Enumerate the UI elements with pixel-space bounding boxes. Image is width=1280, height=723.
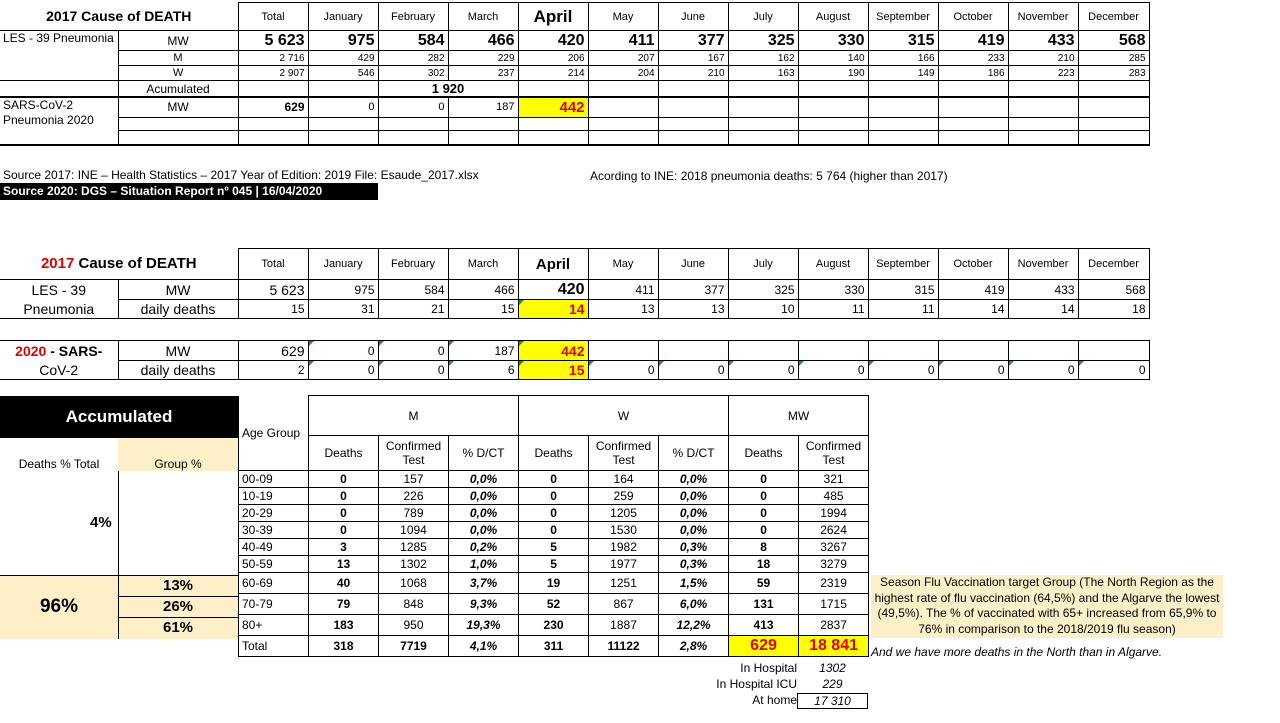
t2-cell: 433: [1008, 280, 1078, 300]
t2-mw-label: MW: [118, 280, 238, 300]
t2-cell: 11: [868, 300, 938, 319]
age-cell-mc: 1302: [379, 556, 449, 573]
t2-cell: 18: [1078, 300, 1149, 319]
hospital-icu-label: In Hospital ICU: [716, 677, 797, 691]
age-row: [239, 615, 869, 636]
t2-cell: 14: [938, 300, 1008, 319]
t1-cell: 237: [448, 66, 518, 81]
t2-month-aug: August: [798, 249, 868, 280]
mw-deaths-header: Deaths: [729, 436, 799, 471]
m-pct-header: % D/CT: [449, 436, 519, 471]
total-mw-confirmed: 18 841: [799, 636, 869, 657]
accumulated-title: Accumulated: [0, 396, 238, 438]
t1-cell: 186: [938, 66, 1008, 81]
ine-note: Acording to INE: 2018 pneumonia deaths: 5 764 (higher than 2017): [590, 169, 948, 183]
m-confirmed-header: Confirmed Test: [379, 436, 449, 471]
t3-cell: 0: [798, 361, 868, 380]
table-2017-daily: [0, 248, 1150, 319]
hospital-label: In Hospital: [740, 661, 797, 675]
t1-cell: 207: [588, 51, 658, 66]
t3-cell: 187: [448, 341, 518, 361]
age-cell-wc: 1251: [589, 573, 659, 594]
t1-cell: 283: [1078, 66, 1149, 81]
total-row-label: Total: [239, 636, 309, 657]
t1-cell: 2 907: [238, 66, 308, 81]
w-pct-header: % D/CT: [659, 436, 729, 471]
t1-cell: 302: [378, 66, 448, 81]
age-cell-md: 0: [309, 522, 379, 539]
age-cell-tc: 1994: [799, 505, 869, 522]
t3-daily-april: 15: [518, 361, 588, 380]
age-cell-md: 40: [309, 573, 379, 594]
t1-cell: 149: [868, 66, 938, 81]
t2-month-jul: July: [728, 249, 798, 280]
t3-cause-year: 2020: [15, 342, 47, 359]
age-cell-mp: 9,3%: [449, 594, 519, 615]
t1-accumulated-value: 1 920: [378, 81, 518, 98]
t3-cell: 2: [238, 361, 308, 380]
age-cell-mp: 1,0%: [449, 556, 519, 573]
age-cell-td: 59: [729, 573, 799, 594]
age-cell-wc: 1205: [589, 505, 659, 522]
age-cell-wd: 0: [519, 488, 589, 505]
age-cell-wp: 0,0%: [659, 522, 729, 539]
t3-cell: 0: [588, 361, 658, 380]
age-cell-mc: 1285: [379, 539, 449, 556]
t1-sars-cell: 0: [378, 97, 448, 117]
t3-cell: 629: [238, 341, 308, 361]
t3-cell: 0: [1008, 361, 1078, 380]
t2-cell-april: 420: [518, 280, 588, 300]
age-cell-wc: 1982: [589, 539, 659, 556]
age-cell-td: 131: [729, 594, 799, 615]
panel-divider: [118, 471, 119, 575]
age-cell-wp: 1,5%: [659, 573, 729, 594]
group-share-70-79: 26%: [162, 598, 194, 615]
t3-cell: 0: [308, 341, 378, 361]
t1-sars-cell: 0: [308, 97, 378, 117]
t3-cell: 0: [378, 341, 448, 361]
male-header: M: [309, 396, 519, 436]
age-cell-wc: 164: [589, 471, 659, 488]
age-cell-wp: 6,0%: [659, 594, 729, 615]
t1-cell: 166: [868, 51, 938, 66]
age-cell-age: 00-09: [239, 471, 309, 488]
at-home-value: 17 310: [797, 693, 868, 709]
t2-month-jun: June: [658, 249, 728, 280]
age-cell-wd: 0: [519, 505, 589, 522]
age-cell-tc: 1715: [799, 594, 869, 615]
t2-cell: 10: [728, 300, 798, 319]
age-cell-wp: 0,3%: [659, 539, 729, 556]
age-row: [239, 488, 869, 505]
age-cell-age: 80+: [239, 615, 309, 636]
t2-cell: 466: [448, 280, 518, 300]
age-row: [239, 594, 869, 615]
age-cell-md: 183: [309, 615, 379, 636]
age-cell-mp: 0,0%: [449, 505, 519, 522]
female-header: W: [519, 396, 729, 436]
m-deaths-header: Deaths: [309, 436, 379, 471]
age-cell-td: 18: [729, 556, 799, 573]
age-cell-mc: 1068: [379, 573, 449, 594]
t3-cause-a: [0, 341, 118, 361]
age-cell-md: 13: [309, 556, 379, 573]
t1-sars-april: 442: [518, 97, 588, 117]
t3-cell: [868, 341, 938, 361]
age-cell-td: 413: [729, 615, 799, 636]
age-cell-wc: 1977: [589, 556, 659, 573]
age-cell-md: 0: [309, 505, 379, 522]
t1-cell: 223: [1008, 66, 1078, 81]
t1-sars-cell: 187: [448, 97, 518, 117]
age-cell-mp: 0,2%: [449, 539, 519, 556]
age-cell-tc: 321: [799, 471, 869, 488]
age-row: [239, 505, 869, 522]
t1-month-jul: July: [728, 3, 798, 31]
age-cell-tc: 2837: [799, 615, 869, 636]
t2-month-mar: March: [448, 249, 518, 280]
t1-month-feb: February: [378, 3, 448, 31]
t1-cell: 420: [518, 31, 588, 51]
age-cell-age: 50-59: [239, 556, 309, 573]
t1-month-sep: September: [868, 3, 938, 31]
t1-cell: 162: [728, 51, 798, 66]
age-cell-tc: 485: [799, 488, 869, 505]
t1-month-may: May: [588, 3, 658, 31]
age-row: [239, 556, 869, 573]
age-cell-wc: 1530: [589, 522, 659, 539]
t2-cell: 15: [448, 300, 518, 319]
t2-title-rest: Cause of DEATH: [74, 255, 197, 273]
age-cell-mc: 157: [379, 471, 449, 488]
t2-cell: 13: [658, 300, 728, 319]
at-home-row: [690, 693, 868, 709]
age-group-header: Age Group: [239, 396, 309, 471]
t2-month-sep: September: [868, 249, 938, 280]
t1-cell: 377: [658, 31, 728, 51]
age-cell-wp: 0,0%: [659, 505, 729, 522]
t3-cell: [588, 341, 658, 361]
panel-divider: [118, 617, 238, 618]
t2-cell: 315: [868, 280, 938, 300]
t1-month-nov: November: [1008, 3, 1078, 31]
t2-month-may: May: [588, 249, 658, 280]
age-cell-md: 0: [309, 471, 379, 488]
t1-cell: 5 623: [238, 31, 308, 51]
t2-daily-april: 14: [518, 300, 588, 319]
age-cell-wc: 867: [589, 594, 659, 615]
t2-title: [0, 249, 238, 280]
t3-cell: 0: [378, 361, 448, 380]
all-header: MW: [729, 396, 869, 436]
t2-cell: 411: [588, 280, 658, 300]
hospital-icu-value: 229: [822, 677, 843, 691]
t3-cause-rest: - SARS-: [46, 342, 103, 359]
t2-cell: 31: [308, 300, 378, 319]
t1-month-aug: August: [798, 3, 868, 31]
t2-month-jan: January: [308, 249, 378, 280]
age-cell-md: 0: [309, 488, 379, 505]
t1-month-oct: October: [938, 3, 1008, 31]
age-cell-mp: 0,0%: [449, 488, 519, 505]
t2-cell: 330: [798, 280, 868, 300]
age-cell-mp: 3,7%: [449, 573, 519, 594]
t1-cell: 233: [938, 51, 1008, 66]
t3-cell: 0: [938, 361, 1008, 380]
t3-cell: 6: [448, 361, 518, 380]
t1-sars-total: 629: [238, 97, 308, 117]
age-cell-age: 30-39: [239, 522, 309, 539]
total-mw-deaths: 629: [729, 636, 799, 657]
t1-month-jan: January: [308, 3, 378, 31]
t1-row-label: W: [118, 66, 238, 81]
t1-cell: 140: [798, 51, 868, 66]
t2-month-dec: December: [1078, 249, 1149, 280]
t2-cell: 14: [1008, 300, 1078, 319]
age-row: [239, 522, 869, 539]
t1-cell: 419: [938, 31, 1008, 51]
t1-cell: 204: [588, 66, 658, 81]
t1-cell: 282: [378, 51, 448, 66]
age-cell-td: 0: [729, 471, 799, 488]
age-cell-mc: 1094: [379, 522, 449, 539]
hospital-summary: [690, 661, 868, 709]
t1-cell: 325: [728, 31, 798, 51]
t1-cell: 411: [588, 31, 658, 51]
age-cell-mc: 226: [379, 488, 449, 505]
t1-cell: 584: [378, 31, 448, 51]
hospital-row: [690, 661, 868, 677]
t1-total-header: Total: [238, 3, 308, 31]
t3-cause-b: CoV-2: [0, 361, 118, 380]
age-cell-age: 10-19: [239, 488, 309, 505]
t1-month-mar: March: [448, 3, 518, 31]
total-w-pct: 2,8%: [659, 636, 729, 657]
table-2017-top: [0, 2, 1150, 146]
age-cell-wc: 1887: [589, 615, 659, 636]
age-cell-age: 20-29: [239, 505, 309, 522]
age-cell-age: 40-49: [239, 539, 309, 556]
share-under-60: 4%: [90, 514, 112, 531]
age-cell-mp: 19,3%: [449, 615, 519, 636]
t2-cell: 975: [308, 280, 378, 300]
t2-month-oct: October: [938, 249, 1008, 280]
t1-cell: 206: [518, 51, 588, 66]
t1-cell: 285: [1078, 51, 1149, 66]
t1-cell: 163: [728, 66, 798, 81]
age-cell-md: 79: [309, 594, 379, 615]
age-cell-wp: 12,2%: [659, 615, 729, 636]
t1-cell: 315: [868, 31, 938, 51]
age-cell-age: 70-79: [239, 594, 309, 615]
t1-sars-label: MW: [118, 97, 238, 117]
t2-month-apr: April: [518, 249, 588, 280]
total-w-confirmed: 11122: [589, 636, 659, 657]
t1-cell: 975: [308, 31, 378, 51]
age-row: [239, 573, 869, 594]
group-pct-header: Group %: [118, 438, 238, 471]
age-cell-wd: 19: [519, 573, 589, 594]
age-cell-td: 8: [729, 539, 799, 556]
age-cell-tc: 2624: [799, 522, 869, 539]
age-cell-md: 3: [309, 539, 379, 556]
t1-month-apr: April: [518, 3, 588, 31]
t1-cell: 429: [308, 51, 378, 66]
t1-cell: 2 716: [238, 51, 308, 66]
age-row: [239, 539, 869, 556]
t2-cell: 5 623: [238, 280, 308, 300]
panel-divider: [0, 575, 238, 576]
age-cell-wd: 0: [519, 471, 589, 488]
t2-cause-a: LES - 39: [0, 280, 118, 300]
t2-cause-b: Pneumonia: [0, 300, 118, 319]
age-cell-mc: 789: [379, 505, 449, 522]
age-cell-tc: 2319: [799, 573, 869, 594]
age-cell-tc: 3279: [799, 556, 869, 573]
t1-row-label: MW: [118, 31, 238, 51]
age-cell-wp: 0,0%: [659, 488, 729, 505]
w-confirmed-header: Confirmed Test: [589, 436, 659, 471]
source-2020: Source 2020: DGS – Situation Report nº 045 | 16/04/2020: [0, 183, 378, 200]
age-group-table: [238, 395, 869, 657]
t1-cell: 466: [448, 31, 518, 51]
t1-month-dec: December: [1078, 3, 1149, 31]
t2-cell: 13: [588, 300, 658, 319]
total-w-deaths: 311: [519, 636, 589, 657]
t3-mw-label: MW: [118, 341, 238, 361]
age-cell-td: 0: [729, 488, 799, 505]
t3-cell: 0: [658, 361, 728, 380]
hospital-icu-row: [690, 677, 868, 693]
north-algarve-note: And we have more deaths in the North than in Algarve.: [871, 645, 1163, 659]
t2-month-feb: February: [378, 249, 448, 280]
age-cell-wd: 230: [519, 615, 589, 636]
t1-cell: 210: [658, 66, 728, 81]
t1-cell: 190: [798, 66, 868, 81]
t1-cell: 568: [1078, 31, 1149, 51]
flu-vaccination-note: Season Flu Vaccination target Group (The North Region as the highest rate of flu vaccination (64,5%) and the Algarve the lowest (49,5%). The % of vaccinated with 65+ increased from 65,9% to 76% in comparison to the 2018/2019 flu season): [871, 575, 1223, 638]
t3-cell: 0: [868, 361, 938, 380]
t1-accumulated-label: Acumulated: [118, 81, 238, 98]
t2-daily-label: daily deaths: [118, 300, 238, 319]
t1-cell: 167: [658, 51, 728, 66]
t2-cell: 584: [378, 280, 448, 300]
t1-cell: 330: [798, 31, 868, 51]
t1-cell: 229: [448, 51, 518, 66]
total-m-confirmed: 7719: [379, 636, 449, 657]
age-cell-mp: 0,0%: [449, 522, 519, 539]
t1-sars-cause: SARS-CoV-2 Pneumonia 2020: [0, 97, 118, 145]
t1-cell: 214: [518, 66, 588, 81]
t1-cause: LES - 39 Pneumonia: [0, 31, 118, 81]
t2-cell: 15: [238, 300, 308, 319]
t1-cell: 546: [308, 66, 378, 81]
t1-title: 2017 Cause of DEATH: [0, 3, 238, 31]
age-cell-td: 0: [729, 505, 799, 522]
t2-cell: 21: [378, 300, 448, 319]
age-row: [239, 471, 869, 488]
age-cell-tc: 3267: [799, 539, 869, 556]
t3-cell: 0: [728, 361, 798, 380]
t3-daily-label: daily deaths: [118, 361, 238, 380]
age-cell-wd: 5: [519, 539, 589, 556]
share-over-60: 96%: [39, 596, 79, 617]
t2-cell: 11: [798, 300, 868, 319]
age-cell-mp: 0,0%: [449, 471, 519, 488]
total-m-pct: 4,1%: [449, 636, 519, 657]
t1-cell: 433: [1008, 31, 1078, 51]
total-m-deaths: 318: [309, 636, 379, 657]
t3-cell: 0: [308, 361, 378, 380]
at-home-label: At home: [752, 693, 797, 707]
t2-total-header: Total: [238, 249, 308, 280]
hospital-value: 1302: [819, 661, 846, 675]
t3-cell: [1078, 341, 1149, 361]
t2-cell: 325: [728, 280, 798, 300]
t2-cell: 377: [658, 280, 728, 300]
age-cell-td: 0: [729, 522, 799, 539]
age-cell-mc: 848: [379, 594, 449, 615]
t2-title-year: 2017: [40, 255, 75, 273]
age-cell-mc: 950: [379, 615, 449, 636]
t3-cell: [938, 341, 1008, 361]
deaths-pct-total-header: Deaths % Total: [18, 457, 100, 471]
age-cell-wd: 0: [519, 522, 589, 539]
t2-cell: 568: [1078, 280, 1149, 300]
age-cell-wp: 0,3%: [659, 556, 729, 573]
t3-cell: 0: [1078, 361, 1149, 380]
t3-mw-april: 442: [518, 341, 588, 361]
t3-cell: [658, 341, 728, 361]
t3-cell: [728, 341, 798, 361]
source-2017: Source 2017: INE – Health Statistics – 2017 Year of Edition: 2019 File: Esaude_2017.xlsx: [3, 168, 479, 182]
age-cell-wd: 52: [519, 594, 589, 615]
w-deaths-header: Deaths: [519, 436, 589, 471]
t1-month-jun: June: [658, 3, 728, 31]
age-cell-age: 60-69: [239, 573, 309, 594]
table-2020-sars: [0, 340, 1150, 380]
t2-cell: 419: [938, 280, 1008, 300]
age-cell-wc: 259: [589, 488, 659, 505]
group-share-80-plus: 61%: [162, 619, 194, 636]
panel-divider: [118, 596, 238, 597]
age-cell-wd: 5: [519, 556, 589, 573]
t1-cell: 210: [1008, 51, 1078, 66]
t3-cell: [1008, 341, 1078, 361]
t1-row-label: M: [118, 51, 238, 66]
t2-month-nov: November: [1008, 249, 1078, 280]
t3-cell: [798, 341, 868, 361]
group-share-60-69: 13%: [162, 577, 194, 594]
age-cell-wp: 0,0%: [659, 471, 729, 488]
mw-confirmed-header: Confirmed Test: [799, 436, 869, 471]
